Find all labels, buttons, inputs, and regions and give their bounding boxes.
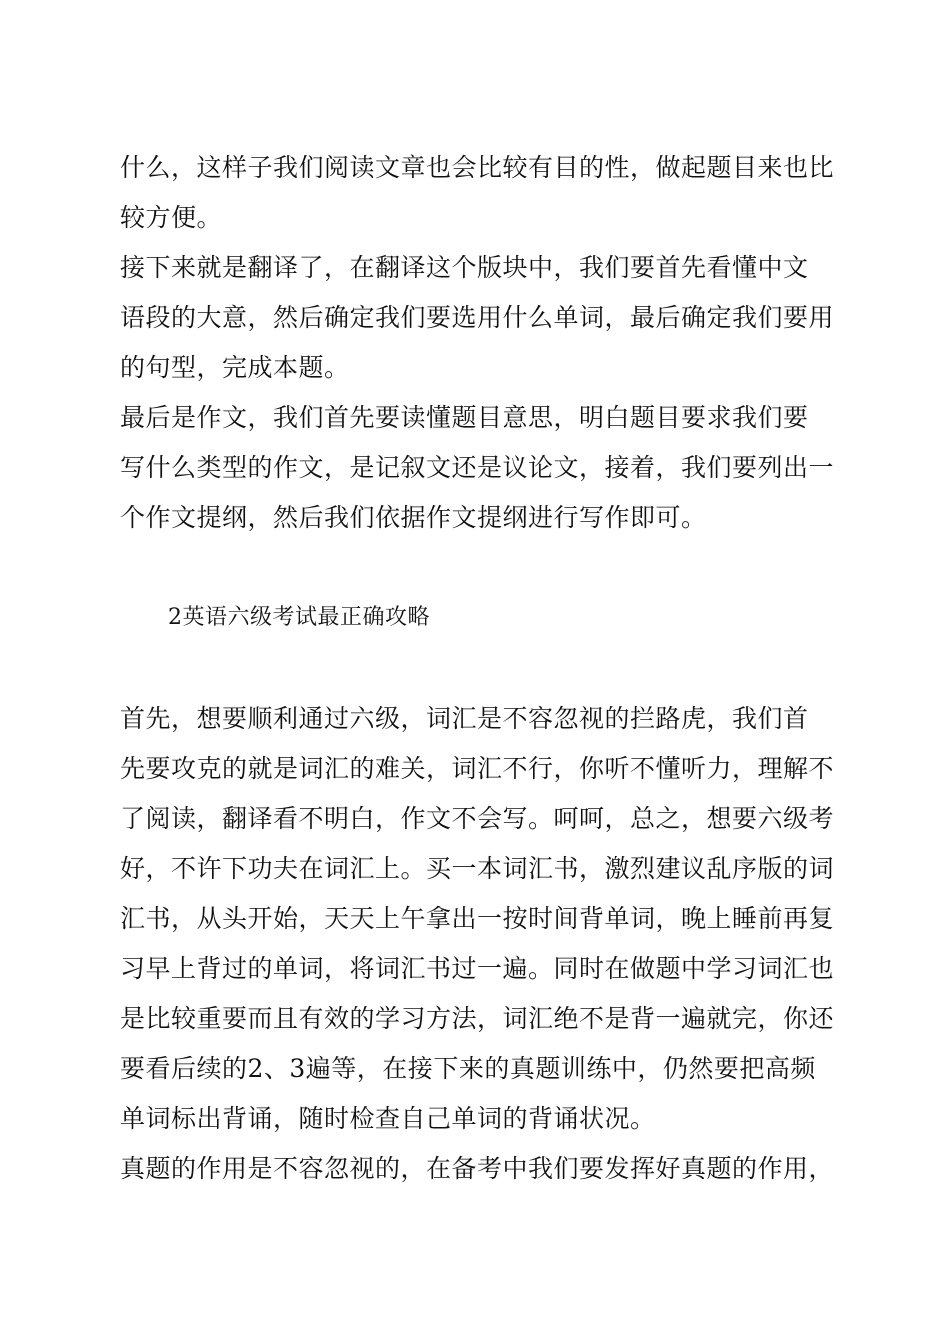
section-paragraph-2-line-1: 真题的作用是不容忽视的，在备考中我们要发挥好真题的作用， [120, 1154, 835, 1183]
paragraph-1-line-2: 较方便。 [120, 203, 223, 232]
paragraph-3-line-1: 最后是作文，我们首先要读懂题目意思，明白题目要求我们要 [120, 403, 809, 432]
section-paragraph-1-line-2: 先要攻克的就是词汇的难关，词汇不行，你听不懂听力，理解不 [120, 754, 835, 783]
section-heading: 2英语六级考试最正确攻略 [168, 605, 430, 630]
section-paragraph-1-line-6: 习早上背过的单词，将词汇书过一遍。同时在做题中学习词汇也 [120, 954, 835, 983]
section-paragraph-1-line-3: 了阅读，翻译看不明白，作文不会写。呵呵，总之，想要六级考 [120, 804, 835, 833]
paragraph-3-line-2: 写什么类型的作文，是记叙文还是议论文，接着，我们要列出一 [120, 453, 835, 482]
section-paragraph-1-line-7: 是比较重要而且有效的学习方法，词汇绝不是背一遍就完，你还 [120, 1004, 835, 1033]
section-paragraph-1-line-9: 单词标出背诵，随时检查自己单词的背诵状况。 [120, 1104, 656, 1133]
section-paragraph-1-line-1: 首先，想要顺利通过六级，词汇是不容忽视的拦路虎，我们首 [120, 704, 809, 733]
section-paragraph-1-line-5: 汇书，从头开始，天天上午拿出一按时间背单词，晚上睡前再复 [120, 904, 835, 933]
paragraph-3-line-3: 个作文提纲，然后我们依据作文提纲进行写作即可。 [120, 503, 707, 532]
paragraph-2-line-2: 语段的大意，然后确定我们要选用什么单词，最后确定我们要用 [120, 303, 835, 332]
section-paragraph-1-line-8: 要看后续的2、3遍等，在接下来的真题训练中，仍然要把高频 [120, 1054, 816, 1083]
paragraph-2-line-3: 的句型，完成本题。 [120, 353, 350, 382]
paragraph-1-line-1: 什么，这样子我们阅读文章也会比较有目的性，做起题目来也比 [120, 153, 835, 182]
section-paragraph-1-line-4: 好，不许下功夫在词汇上。买一本词汇书，激烈建议乱序版的词 [120, 854, 835, 883]
paragraph-2-line-1: 接下来就是翻译了，在翻译这个版块中，我们要首先看懂中文 [120, 253, 809, 282]
